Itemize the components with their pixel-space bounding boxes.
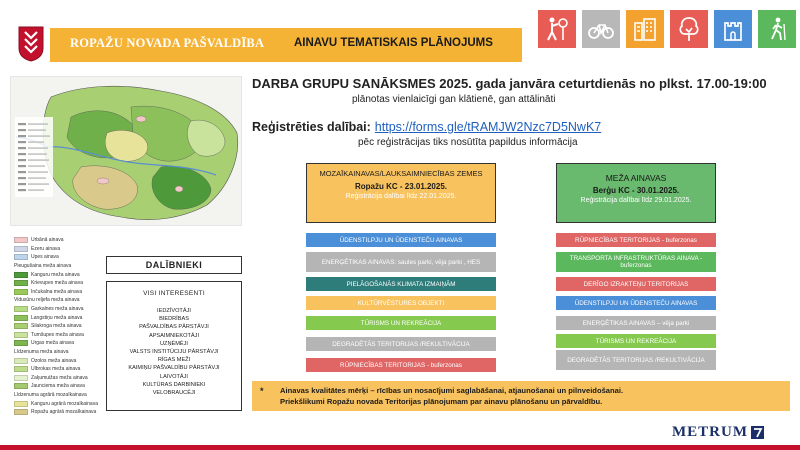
legend-label: Jaunciema meža ainava	[31, 383, 85, 390]
legend-swatch	[14, 401, 28, 407]
legend-label: Zaķumuižas meža ainava	[31, 374, 88, 381]
coat-of-arms-icon	[18, 26, 44, 62]
participant-item: APSAIMNIEKOTĀJI	[148, 332, 200, 339]
legend-item	[14, 356, 104, 365]
legend-group-heading: Līdzenuma agrārā mozaīkainava	[14, 391, 87, 398]
legend-swatch	[14, 383, 28, 389]
forest-title: MEŽA AINAVAS	[605, 173, 667, 183]
quality-goals-note	[252, 381, 790, 411]
legend-label: Inčukalna meža ainava	[31, 288, 83, 295]
legend-item	[14, 365, 104, 374]
legend-item	[14, 408, 104, 417]
forest-topic: RŪPNIECĪBAS TERITORIJAS - buferzonas	[556, 233, 716, 247]
legend-label: Silakroga meža ainava	[31, 323, 82, 330]
legend-label: Urbānā ainava	[31, 237, 64, 244]
legend-swatch	[14, 254, 28, 260]
recreation-icon	[538, 10, 576, 48]
participant-item: PAŠVALDĪBAS PĀRSTĀVJI	[139, 324, 209, 331]
legend-label: Kanguru meža ainava	[31, 271, 80, 278]
mosaic-topic: ENERĢĒTIKAS AINAVAS: saules parki, vēja parki , HES	[306, 252, 496, 272]
forest-landscape-header	[556, 163, 716, 223]
legend-label: Langstiņu meža ainava	[31, 314, 83, 321]
legend-item	[14, 322, 104, 331]
forest-topic: TŪRISMS UN REKREĀCIJA	[556, 334, 716, 348]
participants-list	[107, 307, 241, 397]
legend-label: Ozolos meža ainava	[31, 357, 77, 364]
legend-swatch	[14, 237, 28, 243]
legend-item	[14, 253, 104, 262]
legend-label: Tumšupes meža ainava	[31, 331, 84, 338]
legend-swatch	[14, 246, 28, 252]
forest-topic: DERĪGO IZRAKTEŅU TERITORIJAS	[556, 277, 716, 291]
metrum-mark-icon	[751, 426, 764, 439]
register-row	[252, 120, 601, 134]
legend-label: Urgas meža ainava	[31, 340, 75, 347]
register-link[interactable]: https://forms.gle/tRAMJW2Nzc7D5NwK7	[374, 120, 602, 134]
legend-item	[14, 288, 104, 297]
legend-swatch	[14, 280, 28, 286]
mosaic-topic: PIELĀGOŠANĀS KLIMATA IZMAIŅĀM	[306, 277, 496, 291]
legend-group-heading: Vidusūnu reljefa meža ainava	[14, 297, 80, 304]
mosaic-registration: Reģistrācija dalībai līdz 22.01.2025.	[345, 193, 457, 200]
hiking-icon	[758, 10, 796, 48]
note-line: Priekšlikumi Ropažu novada Teritorijas plānojumam par ainavu plānošanu un pārvaldību.	[280, 396, 603, 406]
legend-item	[14, 236, 104, 245]
participant-item: LAIVOTĀJI	[160, 373, 188, 380]
register-note: pēc reģistrācijas tiks nosūtīta papildus informācija	[358, 137, 578, 148]
note-text	[280, 386, 623, 407]
brand-name: METRUM	[672, 424, 748, 440]
mosaic-topic: RŪPNIECĪBAS TERITORIJAS - buferzonas	[306, 358, 496, 372]
plan-title: AINAVU TEMATISKAIS PLĀNOJUMS	[294, 37, 493, 49]
metrum-logo	[672, 424, 764, 441]
mosaic-topic: TŪRISMS UN REKREĀCIJA	[306, 316, 496, 330]
legend-label: Ulbrokas meža ainava	[31, 366, 81, 373]
footer-accent-line	[0, 445, 800, 450]
castle-icon	[714, 10, 752, 48]
participant-item: VELOBRAUCĒJI	[152, 390, 196, 397]
participant-item: KULTŪRAS DARBINIEKI	[142, 381, 206, 388]
tree-icon	[670, 10, 708, 48]
participant-item: UZŅĒMĒJI	[160, 340, 188, 347]
landscape-map	[10, 76, 242, 226]
legend-item	[14, 313, 104, 322]
participant-item: KAIMIŅU PAŠVALDĪBU PĀRSTĀVJI	[128, 365, 220, 372]
legend-item	[14, 382, 104, 391]
forest-topic: ŪDENSTILPJU UN ŪDENSTEČU AINAVAS	[556, 296, 716, 310]
mosaic-landscape-header	[306, 163, 496, 223]
legend-swatch	[14, 409, 28, 415]
mosaic-date: Ropažu KC - 23.01.2025.	[354, 182, 448, 191]
participant-item: VALSTS INSTITŪCIJU PĀRSTĀVJI	[129, 349, 219, 356]
legend-swatch	[14, 340, 28, 346]
legend-item	[14, 331, 104, 340]
legend-item	[14, 374, 104, 383]
legend-group-heading: Līdzenuma meža ainava	[14, 348, 69, 355]
legend-swatch	[14, 358, 28, 364]
forest-topic: ENERĢĒTIKAS AINAVAS – vēja parki	[556, 316, 716, 330]
mosaic-topic: DEGRADĒTĀS TERITORIJAS /REKULTIVĀCIJA	[306, 337, 496, 351]
participants-heading: DALĪBNIEKI	[106, 256, 242, 274]
participant-item: RĪGAS MEŽI	[157, 357, 191, 364]
legend-swatch	[14, 323, 28, 329]
legend-item	[14, 245, 104, 254]
note-asterisk: *	[260, 386, 264, 396]
legend-label: Ezeru ainava	[31, 245, 61, 252]
mosaic-topic: ŪDENSTILPJU UN ŪDENSTEČU AINAVAS	[306, 233, 496, 247]
legend-item	[14, 305, 104, 314]
note-line: Ainavas kvalitātes mērķi – rīcības un nosacījumi saglabāšanai, atjaunošanai un pilnveidošanai.	[280, 386, 624, 395]
participant-item: IEDZĪVOTĀJI	[157, 308, 191, 314]
forest-topic: TRANSPORTA INFRASTRUKTŪRAS AINAVA - buferzonas	[556, 252, 716, 272]
legend-swatch	[14, 375, 28, 381]
participants-box	[106, 281, 242, 411]
legend-item	[14, 279, 104, 288]
legend-swatch	[14, 315, 28, 321]
legend-swatch	[14, 306, 28, 312]
meeting-title: DARBA GRUPU SANĀKSMES 2025. gada janvāra ceturtdienās no plkst. 17.00-19:00	[252, 76, 767, 91]
participant-item: BIEDRĪBAS	[159, 316, 189, 323]
legend-item	[14, 399, 104, 408]
map-legend	[14, 236, 104, 416]
org-title: ROPAŽU NOVADA PAŠVALDĪBA	[70, 36, 265, 50]
mosaic-title: MOZAĪKAINAVAS/LAUKSAIMNIECĪBAS ZEMES	[319, 169, 483, 178]
legend-label: Kanguru agrārā mozaīkainava	[31, 400, 98, 407]
theme-icons	[538, 10, 796, 48]
legend-label: Upes ainava	[31, 254, 59, 261]
legend-item	[14, 270, 104, 279]
industry-icon	[626, 10, 664, 48]
legend-swatch	[14, 272, 28, 278]
forest-topic: DEGRADĒTĀS TERITORIJAS /REKULTIVĀCIJA	[556, 350, 716, 370]
legend-swatch	[14, 289, 28, 295]
legend-label: Ropažu agrārā mozaīkainava	[31, 409, 97, 416]
forest-registration: Reģistrācija dalībai līdz 29.01.2025.	[580, 197, 692, 204]
legend-label: Garkalnes meža ainava	[31, 306, 84, 313]
legend-label: Krievupes meža ainava	[31, 280, 83, 287]
forest-date: Berģu KC - 30.01.2025.	[592, 186, 680, 195]
legend-swatch	[14, 332, 28, 338]
register-label: Reģistrēties dalībai:	[252, 120, 371, 134]
participants-title: VISI INTERESENTI	[143, 290, 205, 297]
legend-swatch	[14, 366, 28, 372]
legend-group-heading: Pieugušaina meža ainava	[14, 262, 72, 269]
meeting-subtitle: plānotas vienlaicīgi gan klātienē, gan attālināti	[352, 94, 556, 105]
mosaic-topic: KULTŪRVĒSTURES OBJEKTI	[306, 296, 496, 310]
bicycle-icon	[582, 10, 620, 48]
legend-item	[14, 339, 104, 348]
